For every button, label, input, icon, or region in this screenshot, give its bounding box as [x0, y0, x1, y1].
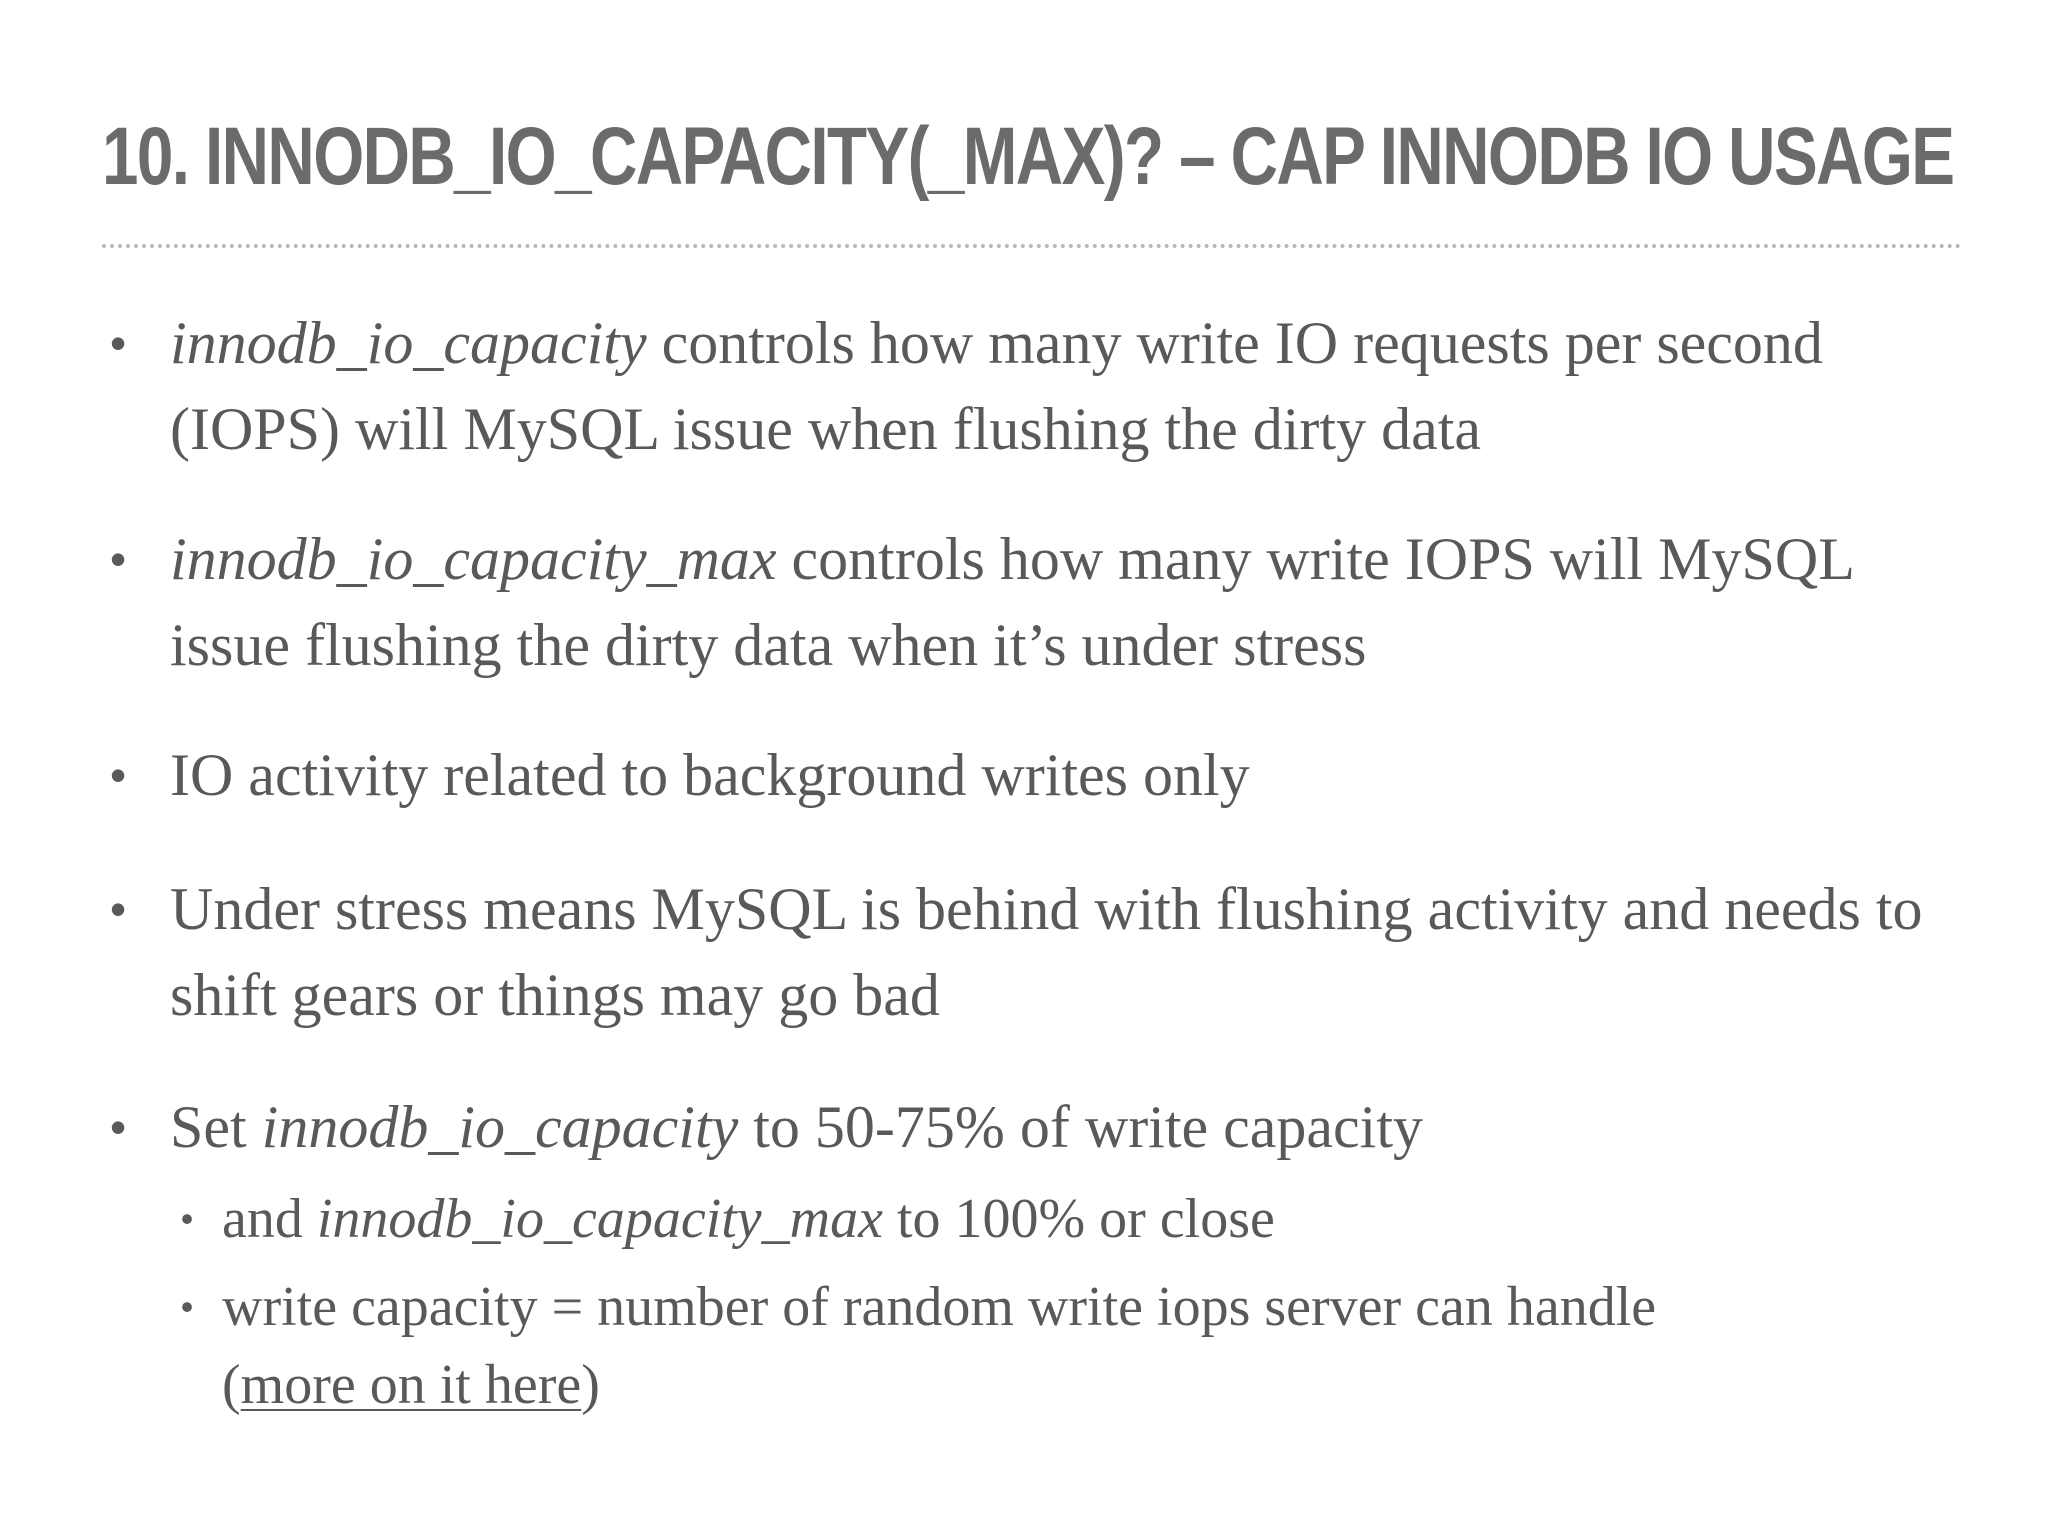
bullet-dot-icon: • — [109, 317, 127, 369]
slide-title: 10. INNODB_IO_CAPACITY(_MAX)? – CAP INNODB IO USAGE — [102, 111, 1954, 202]
bullet-item-io-capacity — [109, 300, 1960, 472]
bullet-prefix: Set — [170, 1094, 262, 1160]
param-name: innodb_io_capacity_max — [170, 526, 777, 592]
more-info-link[interactable]: more on it here — [240, 1354, 582, 1416]
bullet-item-background-writes — [109, 732, 1960, 818]
param-name: innodb_io_capacity_max — [316, 1188, 883, 1250]
bullet-text: to 50-75% of write capacity — [738, 1094, 1424, 1160]
sub-bullet-text: write capacity = number of random write iops server can handle — [222, 1276, 1657, 1338]
bullet-text: IO activity related to background writes only — [170, 742, 1250, 808]
sub-bullet-prefix: and — [222, 1188, 317, 1250]
sub-bullet-write-capacity — [180, 1268, 1962, 1424]
bullet-dot-icon: • — [109, 749, 127, 801]
param-name: innodb_io_capacity — [261, 1094, 739, 1160]
param-name: innodb_io_capacity — [170, 310, 647, 376]
close-paren: ) — [581, 1354, 600, 1416]
sub-bullet-capacity-max — [180, 1180, 1962, 1258]
sub-bullet-text: to 100% or close — [882, 1188, 1275, 1250]
bullet-text: controls how many write IOPS will MySQL issue flushing the dirty data when it’s under stress — [170, 526, 1853, 678]
title-divider — [102, 244, 1962, 248]
bullet-dot-icon: • — [109, 533, 127, 585]
sub-bullet-dot-icon: • — [180, 1198, 194, 1239]
bullet-item-io-capacity-max — [109, 516, 1960, 688]
bullet-text: controls how many write IO requests per second (IOPS) will MySQL issue when flushing the dirty data — [170, 310, 1823, 462]
bullet-item-under-stress — [109, 866, 1960, 1038]
sub-bullet-dot-icon: • — [180, 1286, 194, 1327]
open-paren: ( — [222, 1354, 241, 1416]
bullet-item-set-capacity — [109, 1084, 1960, 1170]
bullet-dot-icon: • — [109, 1101, 127, 1153]
bullet-dot-icon: • — [109, 883, 127, 935]
bullet-text: Under stress means MySQL is behind with flushing activity and needs to shift gears or things may go bad — [170, 876, 1923, 1028]
